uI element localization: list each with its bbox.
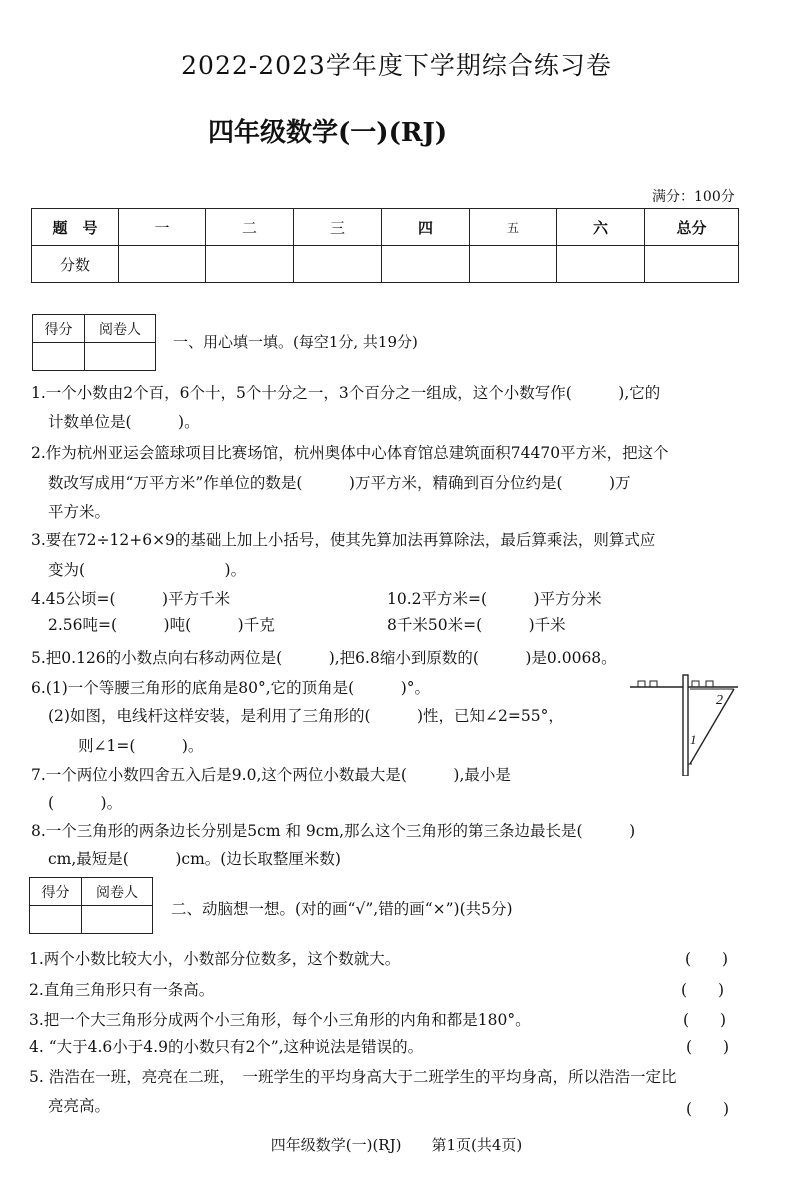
- score-header-cell: 三: [294, 209, 382, 246]
- question-line: ( )。: [48, 794, 123, 812]
- score-header-cell: 六: [557, 209, 645, 246]
- score-table-header-row: [32, 209, 739, 246]
- grader-score-label: 得分: [33, 315, 85, 343]
- score-cell[interactable]: [119, 246, 206, 283]
- judge-line: 5. 浩浩在一班，亮亮在二班， 一班学生的平均身高大于二班学生的平均身高，所以浩浩一定比: [29, 1068, 677, 1086]
- question-line: 1.一个小数由2个百，6个十，5个十分之一，3个百分之一组成，这个小数写作( ),它的: [31, 384, 661, 402]
- question-line: 5.把0.126的小数点向右移动两位是( ),把6.8缩小到原数的( )是0.0068。: [31, 649, 617, 667]
- question-line: 6.(1)一个等腰三角形的底角是80°,它的顶角是( )°。: [31, 679, 430, 697]
- full-marks: 满分：100分: [652, 189, 735, 205]
- answer-paren[interactable]: ( ): [686, 1038, 730, 1056]
- score-cell[interactable]: [294, 246, 382, 283]
- question-line: 平方米。: [48, 503, 111, 521]
- question-line: 2.作为杭州亚运会篮球项目比赛场馆，杭州奥体中心体育馆总建筑面积74470平方米，把这个: [31, 444, 669, 462]
- grader-reviewer-cell[interactable]: [82, 906, 153, 934]
- grader-reviewer-cell[interactable]: [85, 343, 156, 371]
- score-header-cell: 总分: [645, 209, 739, 246]
- question-line: 计数单位是( )。: [48, 413, 200, 431]
- angle-2-label: 2: [716, 693, 723, 708]
- question-line: 2.56吨=( )吨( )千克: [48, 616, 275, 634]
- question-line: 10.2平方米=( )平方分米: [387, 590, 602, 608]
- judge-line: 4. “大于4.6小于4.9的小数只有2个”,这种说法是错误的。: [29, 1038, 424, 1056]
- score-cell[interactable]: [645, 246, 739, 283]
- question-line: 7.一个两位小数四舍五入后是9.0,这个两位小数最大是( ),最小是: [31, 766, 511, 784]
- score-table-value-row: [32, 246, 739, 283]
- judge-line: 2.直角三角形只有一条高。: [29, 981, 215, 999]
- section1-title: 一、用心填一填。(每空1分, 共19分): [173, 333, 418, 351]
- score-row-label: 分数: [32, 246, 119, 283]
- score-cell[interactable]: [557, 246, 645, 283]
- score-header-cell: 题 号: [32, 209, 119, 246]
- score-cell[interactable]: [470, 246, 557, 283]
- question-line: 8.一个三角形的两条边长分别是5cm 和 9cm,那么这个三角形的第三条边最长是( ): [31, 822, 636, 840]
- score-header-cell: 二: [206, 209, 294, 246]
- answer-paren[interactable]: ( ): [686, 1100, 730, 1118]
- page-footer: 四年级数学(一)(RJ) 第1页(共4页): [270, 1136, 523, 1154]
- score-header-cell: 五: [470, 209, 557, 246]
- answer-paren[interactable]: ( ): [681, 981, 725, 999]
- answer-paren[interactable]: ( ): [685, 950, 729, 968]
- score-table: [31, 208, 739, 283]
- grader-box: [32, 314, 156, 371]
- grader-box: [29, 877, 153, 934]
- question-line: 变为( )。: [48, 561, 247, 579]
- question-line: 3.要在72÷12+6×9的基础上加上小括号，使其先算加法再算除法，最后算乘法，则算式应: [31, 531, 656, 549]
- exam-title: 2022-2023学年度下学期综合练习卷: [181, 51, 612, 80]
- score-header-cell: 一: [119, 209, 206, 246]
- question-line: 则∠1=( )。: [78, 737, 204, 755]
- grader-reviewer-label: 阅卷人: [82, 878, 153, 906]
- judge-line: 3.把一个大三角形分成两个小三角形，每个小三角形的内角和都是180°。: [29, 1011, 531, 1029]
- question-line: 数改写成用“万平方米”作单位的数是( )万平方米，精确到百分位约是( )万: [48, 474, 631, 492]
- question-line: 4.45公顷=( )平方千米: [31, 590, 231, 608]
- answer-paren[interactable]: ( ): [683, 1011, 727, 1029]
- section2-title: 二、动脑想一想。(对的画“√”,错的画“×”)(共5分): [171, 900, 513, 918]
- angle-1-label: 1: [690, 732, 697, 747]
- score-cell[interactable]: [206, 246, 294, 283]
- grader-reviewer-label: 阅卷人: [85, 315, 156, 343]
- grader-score-cell[interactable]: [30, 906, 82, 934]
- question-line: 8千米50米=( )千米: [387, 616, 566, 634]
- judge-line: 亮亮高。: [48, 1097, 111, 1115]
- question-line: cm,最短是( )cm。(边长取整厘米数): [48, 850, 341, 868]
- utility-pole-figure: [626, 672, 742, 776]
- score-header-cell: 四: [382, 209, 470, 246]
- exam-subtitle: 四年级数学(一)(RJ): [208, 118, 448, 148]
- judge-line: 1.两个小数比较大小，小数部分位数多，这个数就大。: [29, 950, 401, 968]
- grader-score-label: 得分: [30, 878, 82, 906]
- score-cell[interactable]: [382, 246, 470, 283]
- question-line: (2)如图，电线杆这样安装，是利用了三角形的( )性，已知∠2=55°，: [48, 707, 564, 725]
- grader-score-cell[interactable]: [33, 343, 85, 371]
